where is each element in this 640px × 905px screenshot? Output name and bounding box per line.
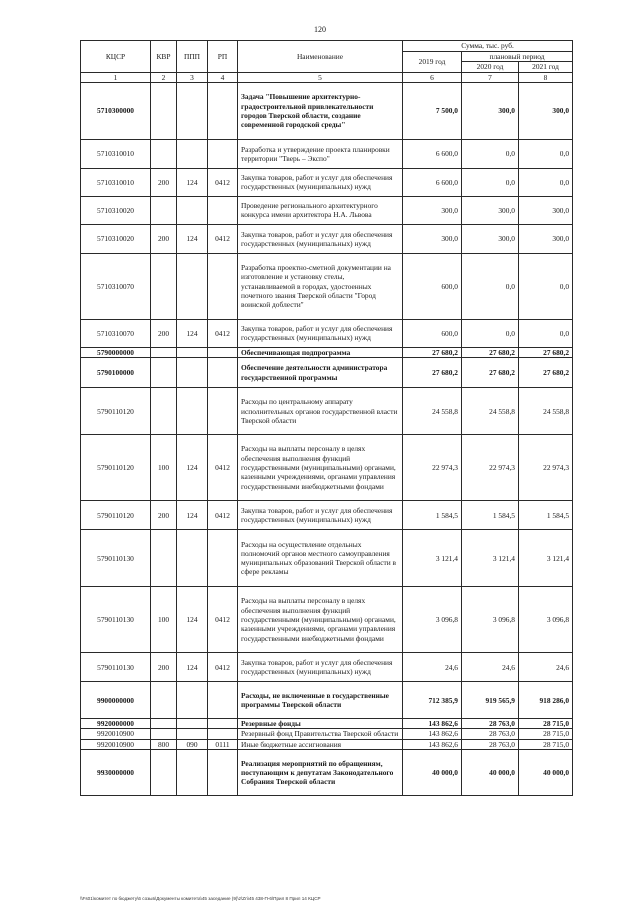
- amount-2020-cell: 3 121,4: [462, 530, 519, 587]
- ppp-cell: 124: [177, 501, 208, 530]
- amount-2020-cell: 27 680,2: [462, 347, 519, 357]
- name-cell: Проведение регионального архитектурного конкурса имени архитектора Н.А. Львова: [238, 196, 403, 224]
- footer-file-path: \\Fs01\комитет по бюджету\6 созыв\Документы комитета\45 заседание (9)\z\Zn\45 438-П-6\Прил 8 Прил 14 КЦСР: [80, 896, 321, 901]
- kcsr-cell: 5710310020: [81, 196, 151, 224]
- page-number: 120: [314, 25, 326, 34]
- budget-table: [80, 40, 573, 796]
- rp-cell: 0412: [208, 224, 238, 253]
- ppp-cell: [177, 750, 208, 796]
- name-cell: Разработка и утверждение проекта планировки территории "Тверь – Экспо": [238, 139, 403, 168]
- kcsr-cell: 9920010900: [81, 739, 151, 749]
- amount-2020-cell: 3 096,8: [462, 587, 519, 653]
- kvr-cell: [151, 530, 177, 587]
- name-cell: Резервный фонд Правительства Тверской области: [238, 729, 403, 739]
- amount-2021-cell: 28 715,0: [519, 739, 573, 749]
- amount-2021-cell: 28 715,0: [519, 729, 573, 739]
- ppp-cell: [177, 82, 208, 139]
- ppp-cell: 124: [177, 319, 208, 347]
- header-row-1: [81, 41, 573, 52]
- amount-2020-cell: 300,0: [462, 196, 519, 224]
- amount-2020-cell: 28 763,0: [462, 719, 519, 729]
- amount-2021-cell: 28 715,0: [519, 719, 573, 729]
- kcsr-cell: 9900000000: [81, 682, 151, 719]
- kvr-cell: [151, 358, 177, 388]
- header-name: Наименование: [238, 41, 403, 73]
- ppp-cell: 124: [177, 435, 208, 501]
- kvr-cell: [151, 719, 177, 729]
- kvr-cell: [151, 82, 177, 139]
- kcsr-cell: 5710300000: [81, 82, 151, 139]
- amount-2019-cell: 24,6: [403, 653, 462, 682]
- amount-2019-cell: 27 680,2: [403, 347, 462, 357]
- table-row: [81, 587, 573, 653]
- kvr-cell: 200: [151, 653, 177, 682]
- column-number: 2: [151, 72, 177, 82]
- rp-cell: [208, 347, 238, 357]
- kcsr-cell: 5790110130: [81, 653, 151, 682]
- amount-2019-cell: 3 121,4: [403, 530, 462, 587]
- ppp-cell: [177, 347, 208, 357]
- table-row: [81, 750, 573, 796]
- rp-cell: [208, 750, 238, 796]
- rp-cell: [208, 196, 238, 224]
- table-row: [81, 358, 573, 388]
- amount-2019-cell: 6 600,0: [403, 139, 462, 168]
- amount-2021-cell: 22 974,3: [519, 435, 573, 501]
- kvr-cell: [151, 729, 177, 739]
- name-cell: Закупка товаров, работ и услуг для обеспечения государственных (муниципальных) нужд: [238, 653, 403, 682]
- amount-2020-cell: 0,0: [462, 319, 519, 347]
- ppp-cell: 124: [177, 224, 208, 253]
- name-cell: Расходы на выплаты персоналу в целях обеспечения выполнения функций государственными (муниципальными) органами, казенными учреждениями, органами управления государственными внебюджетными фондами: [238, 435, 403, 501]
- amount-2020-cell: 0,0: [462, 253, 519, 319]
- rp-cell: [208, 253, 238, 319]
- ppp-cell: [177, 719, 208, 729]
- header-amount: Сумма, тыс. руб.: [403, 41, 573, 52]
- amount-2019-cell: 22 974,3: [403, 435, 462, 501]
- amount-2019-cell: 712 385,9: [403, 682, 462, 719]
- amount-2019-cell: 24 558,8: [403, 388, 462, 435]
- amount-2021-cell: 0,0: [519, 319, 573, 347]
- table-row: [81, 682, 573, 719]
- table-body: [81, 41, 573, 796]
- table-row: [81, 501, 573, 530]
- amount-2021-cell: 27 680,2: [519, 358, 573, 388]
- kvr-cell: [151, 196, 177, 224]
- amount-2019-cell: 300,0: [403, 196, 462, 224]
- kvr-cell: 200: [151, 168, 177, 196]
- kvr-cell: 800: [151, 739, 177, 749]
- header-rp: РП: [208, 41, 238, 73]
- column-number: 7: [462, 72, 519, 82]
- amount-2019-cell: 600,0: [403, 253, 462, 319]
- ppp-cell: [177, 682, 208, 719]
- kvr-cell: [151, 750, 177, 796]
- table-row: [81, 739, 573, 749]
- name-cell: Закупка товаров, работ и услуг для обеспечения государственных (муниципальных) нужд: [238, 501, 403, 530]
- kcsr-cell: 5710310020: [81, 224, 151, 253]
- table-row: [81, 168, 573, 196]
- amount-2021-cell: 300,0: [519, 224, 573, 253]
- ppp-cell: 124: [177, 168, 208, 196]
- rp-cell: [208, 729, 238, 739]
- kcsr-cell: 5790110130: [81, 530, 151, 587]
- header-planned-period: плановый период: [462, 52, 573, 62]
- name-cell: Закупка товаров, работ и услуг для обеспечения государственных (муниципальных) нужд: [238, 168, 403, 196]
- amount-2021-cell: 40 000,0: [519, 750, 573, 796]
- header-kvr: КВР: [151, 41, 177, 73]
- amount-2021-cell: 918 286,0: [519, 682, 573, 719]
- kvr-cell: 200: [151, 319, 177, 347]
- table-row: [81, 719, 573, 729]
- kvr-cell: 200: [151, 501, 177, 530]
- amount-2019-cell: 6 600,0: [403, 168, 462, 196]
- rp-cell: [208, 82, 238, 139]
- amount-2021-cell: 3 096,8: [519, 587, 573, 653]
- amount-2019-cell: 143 862,6: [403, 719, 462, 729]
- table-row: [81, 196, 573, 224]
- header-year-2019: 2019 год: [403, 52, 462, 73]
- rp-cell: 0412: [208, 435, 238, 501]
- kvr-cell: [151, 253, 177, 319]
- column-number: 4: [208, 72, 238, 82]
- ppp-cell: [177, 253, 208, 319]
- amount-2020-cell: 28 763,0: [462, 739, 519, 749]
- amount-2020-cell: 1 584,5: [462, 501, 519, 530]
- kcsr-cell: 9920000000: [81, 719, 151, 729]
- amount-2021-cell: 24,6: [519, 653, 573, 682]
- amount-2019-cell: 143 862,6: [403, 729, 462, 739]
- amount-2021-cell: 3 121,4: [519, 530, 573, 587]
- amount-2021-cell: 0,0: [519, 253, 573, 319]
- ppp-cell: 090: [177, 739, 208, 749]
- amount-2019-cell: 300,0: [403, 224, 462, 253]
- name-cell: Закупка товаров, работ и услуг для обеспечения государственных (муниципальных) нужд: [238, 224, 403, 253]
- rp-cell: 0412: [208, 653, 238, 682]
- kvr-cell: [151, 347, 177, 357]
- kcsr-cell: 5710310070: [81, 319, 151, 347]
- name-cell: Расходы, не включенные в государственные программы Тверской области: [238, 682, 403, 719]
- amount-2019-cell: 7 500,0: [403, 82, 462, 139]
- ppp-cell: [177, 358, 208, 388]
- column-number: 5: [238, 72, 403, 82]
- amount-2019-cell: 143 862,6: [403, 739, 462, 749]
- amount-2020-cell: 24 558,8: [462, 388, 519, 435]
- name-cell: Закупка товаров, работ и услуг для обеспечения государственных (муниципальных) нужд: [238, 319, 403, 347]
- kcsr-cell: 9920010900: [81, 729, 151, 739]
- header-kcsr: КЦСР: [81, 41, 151, 73]
- ppp-cell: [177, 530, 208, 587]
- kcsr-cell: 5790110120: [81, 501, 151, 530]
- name-cell: Обеспечивающая подпрограмма: [238, 347, 403, 357]
- rp-cell: 0412: [208, 168, 238, 196]
- amount-2020-cell: 919 565,9: [462, 682, 519, 719]
- kvr-cell: [151, 139, 177, 168]
- amount-2021-cell: 0,0: [519, 168, 573, 196]
- table-row: [81, 224, 573, 253]
- amount-2021-cell: 24 558,8: [519, 388, 573, 435]
- table-row: [81, 729, 573, 739]
- amount-2019-cell: 1 584,5: [403, 501, 462, 530]
- amount-2021-cell: 300,0: [519, 82, 573, 139]
- column-number: 6: [403, 72, 462, 82]
- kcsr-cell: 5790100000: [81, 358, 151, 388]
- column-number: 1: [81, 72, 151, 82]
- rp-cell: [208, 388, 238, 435]
- rp-cell: [208, 358, 238, 388]
- kvr-cell: 200: [151, 224, 177, 253]
- amount-2020-cell: 40 000,0: [462, 750, 519, 796]
- name-cell: Реализация мероприятий по обращениям, поступающим к депутатам Законодательного Собрания Тверской области: [238, 750, 403, 796]
- amount-2019-cell: 27 680,2: [403, 358, 462, 388]
- name-cell: Резервные фонды: [238, 719, 403, 729]
- ppp-cell: [177, 139, 208, 168]
- amount-2020-cell: 300,0: [462, 224, 519, 253]
- table-row: [81, 319, 573, 347]
- table-row: [81, 388, 573, 435]
- amount-2020-cell: 0,0: [462, 168, 519, 196]
- kcsr-cell: 5710310010: [81, 168, 151, 196]
- ppp-cell: [177, 729, 208, 739]
- kvr-cell: 100: [151, 587, 177, 653]
- kcsr-cell: 5790110130: [81, 587, 151, 653]
- name-cell: Обеспечение деятельности администратора государственной программы: [238, 358, 403, 388]
- kcsr-cell: 5790110120: [81, 388, 151, 435]
- table-row: [81, 253, 573, 319]
- ppp-cell: 124: [177, 653, 208, 682]
- amount-2019-cell: 600,0: [403, 319, 462, 347]
- rp-cell: 0111: [208, 739, 238, 749]
- table-row: [81, 435, 573, 501]
- amount-2020-cell: 22 974,3: [462, 435, 519, 501]
- amount-2021-cell: 1 584,5: [519, 501, 573, 530]
- name-cell: Задача "Повышение архитектурно-градостроительной привлекательности городов Тверской области, создание современной городской среды": [238, 82, 403, 139]
- amount-2020-cell: 300,0: [462, 82, 519, 139]
- ppp-cell: [177, 388, 208, 435]
- column-numbers-row: [81, 72, 573, 82]
- kcsr-cell: 5790000000: [81, 347, 151, 357]
- table-row: [81, 530, 573, 587]
- name-cell: Иные бюджетные ассигнования: [238, 739, 403, 749]
- amount-2021-cell: 27 680,2: [519, 347, 573, 357]
- kcsr-cell: 5710310010: [81, 139, 151, 168]
- rp-cell: [208, 682, 238, 719]
- table-row: [81, 347, 573, 357]
- column-number: 8: [519, 72, 573, 82]
- kcsr-cell: 5790110120: [81, 435, 151, 501]
- name-cell: Расходы на осуществление отдельных полномочий органов местного самоуправления муниципальных образований Тверской области в сфере рекламы: [238, 530, 403, 587]
- table-row: [81, 139, 573, 168]
- rp-cell: [208, 719, 238, 729]
- amount-2019-cell: 3 096,8: [403, 587, 462, 653]
- name-cell: Разработка проектно-сметной документации на изготовление и установку стелы, устанавливаемой в городах, удостоенных почетного звания Тверской области "Город воинской доблести": [238, 253, 403, 319]
- kvr-cell: 100: [151, 435, 177, 501]
- rp-cell: [208, 139, 238, 168]
- amount-2020-cell: 27 680,2: [462, 358, 519, 388]
- rp-cell: 0412: [208, 501, 238, 530]
- header-ppp: ППП: [177, 41, 208, 73]
- rp-cell: [208, 530, 238, 587]
- kcsr-cell: 9930000000: [81, 750, 151, 796]
- name-cell: Расходы по центральному аппарату исполнительных органов государственной власти Тверской области: [238, 388, 403, 435]
- header-year-2020: 2020 год: [462, 62, 519, 72]
- amount-2019-cell: 40 000,0: [403, 750, 462, 796]
- amount-2020-cell: 24,6: [462, 653, 519, 682]
- name-cell: Расходы на выплаты персоналу в целях обеспечения выполнения функций государственными (муниципальными) органами, казенными учреждениями, органами управления государственными внебюджетными фондами: [238, 587, 403, 653]
- ppp-cell: [177, 196, 208, 224]
- amount-2021-cell: 300,0: [519, 196, 573, 224]
- amount-2020-cell: 28 763,0: [462, 729, 519, 739]
- rp-cell: 0412: [208, 319, 238, 347]
- amount-2021-cell: 0,0: [519, 139, 573, 168]
- header-year-2021: 2021 год: [519, 62, 573, 72]
- kvr-cell: [151, 388, 177, 435]
- amount-2020-cell: 0,0: [462, 139, 519, 168]
- table-row: [81, 82, 573, 139]
- kvr-cell: [151, 682, 177, 719]
- ppp-cell: 124: [177, 587, 208, 653]
- column-number: 3: [177, 72, 208, 82]
- rp-cell: 0412: [208, 587, 238, 653]
- table-row: [81, 653, 573, 682]
- kcsr-cell: 5710310070: [81, 253, 151, 319]
